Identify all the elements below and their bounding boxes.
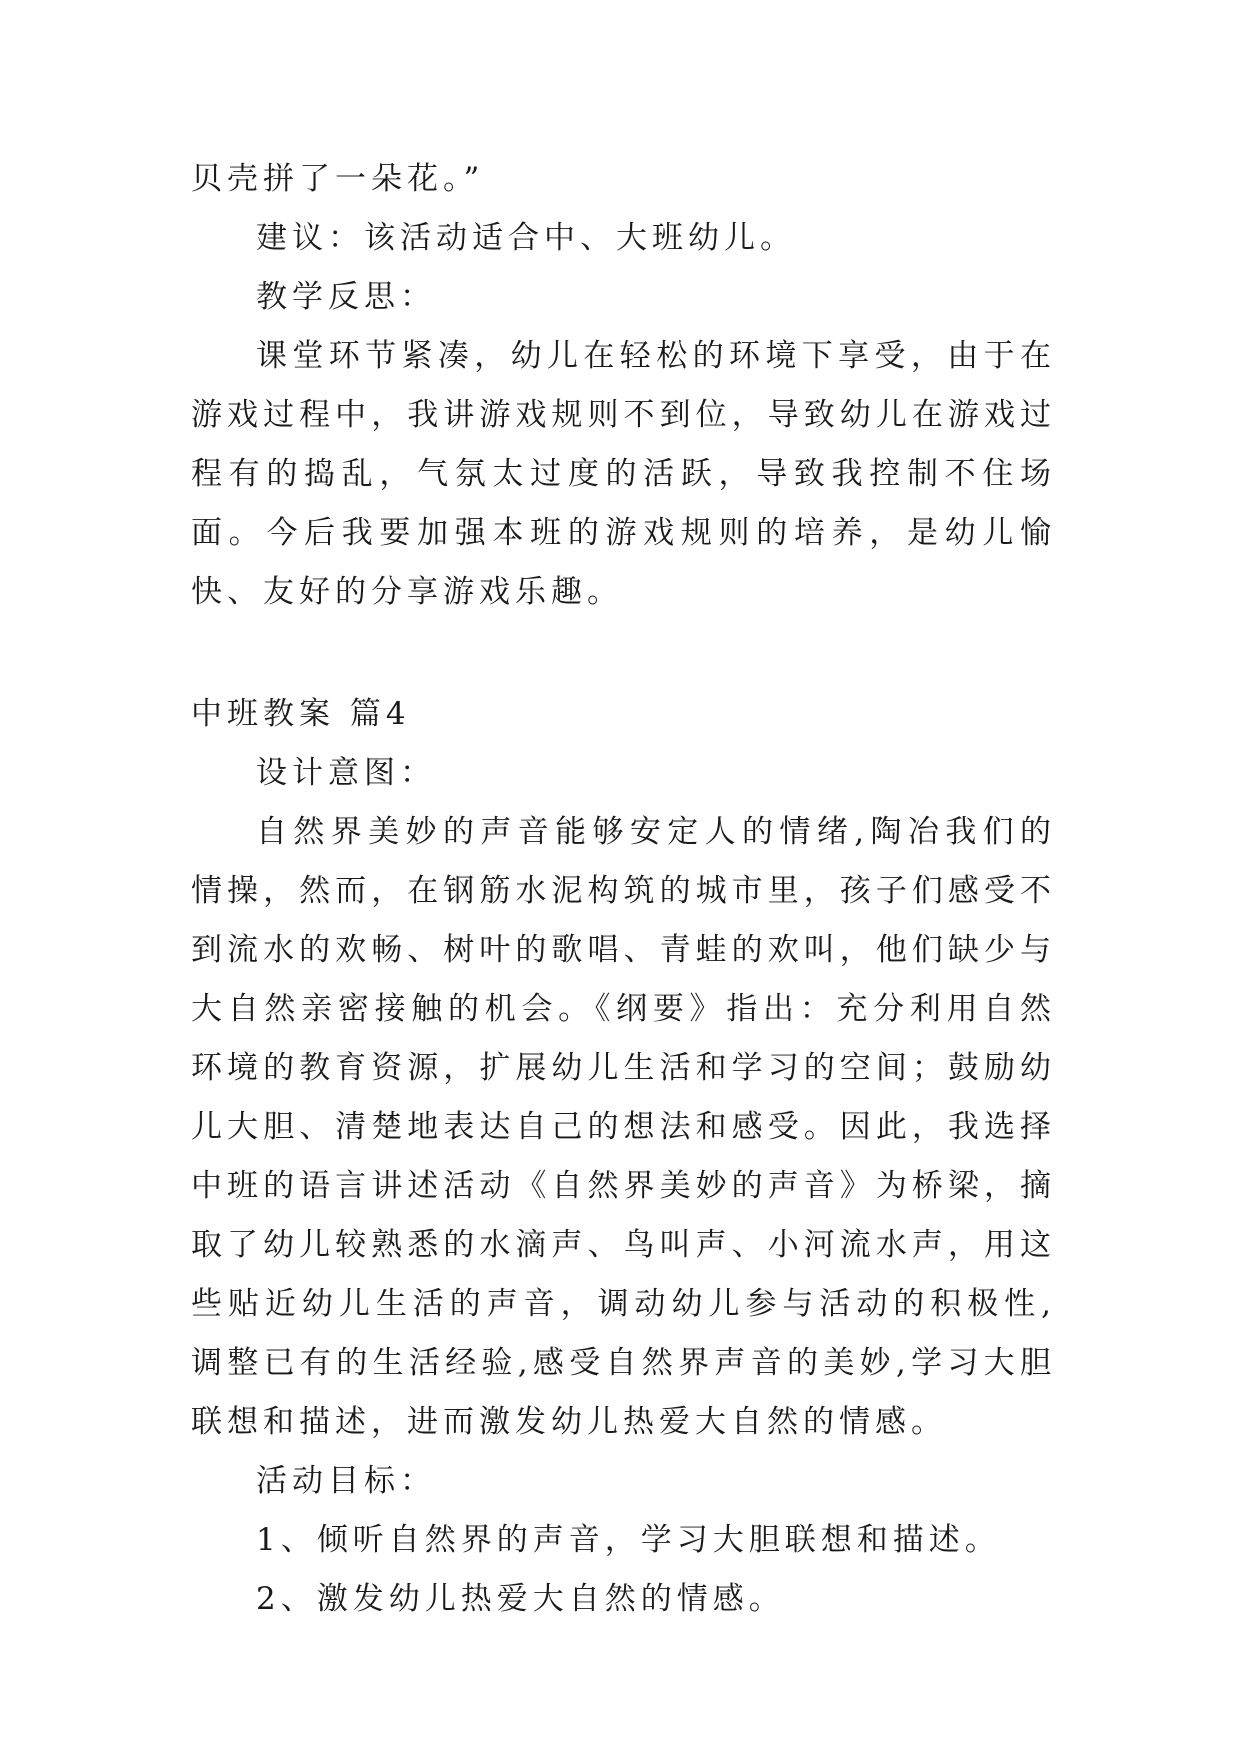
design-heading: 设计意图：	[256, 755, 436, 791]
suggestion-text: 建议：该活动适合中、大班幼儿。	[256, 220, 796, 256]
continuation-line: 贝壳拼了一朵花。”	[191, 161, 485, 197]
document-content	[191, 150, 1056, 1629]
section-gap	[191, 622, 1056, 685]
reflection-heading: 教学反思：	[256, 279, 436, 315]
reflection-paragraph: 课堂环节紧凑，幼儿在轻松的环境下享受，由于在游戏过程中，我讲游戏规则不到位，导致幼儿在游戏过程有的捣乱，气氛太过度的活跃，导致我控制不住场面。今后我要加强本班的游戏规则的培养，是幼儿愉快、友好的分享游戏乐趣。	[191, 338, 1056, 610]
goal-item-2: 2、激发幼儿热爱大自然的情感。	[256, 1581, 785, 1617]
design-paragraph: 自然界美妙的声音能够安定人的情绪,陶冶我们的情操，然而，在钢筋水泥构筑的城市里，孩子们感受不到流水的欢畅、树叶的歌唱、青蛙的欢叫，他们缺少与大自然亲密接触的机会。《纲要》指出：充分利用自然环境的教育资源，扩展幼儿生活和学习的空间；鼓励幼儿大胆、清楚地表达自己的想法和感受。因此，我选择中班的语言讲述活动《自然界美妙的声音》为桥梁，摘取了幼儿较熟悉的水滴声、鸟叫声、小河流水声，用这些贴近幼儿生活的声音，调动幼儿参与活动的积极性,调整已有的生活经验,感受自然界声音的美妙,学习大胆联想和描述，进而激发幼儿热爱大自然的情感。	[191, 814, 1056, 1440]
goal-item-1: 1、倾听自然界的声音，学习大胆联想和描述。	[256, 1522, 1001, 1558]
section-title: 中班教案 篇4	[191, 696, 411, 732]
goals-heading: 活动目标：	[256, 1463, 436, 1499]
